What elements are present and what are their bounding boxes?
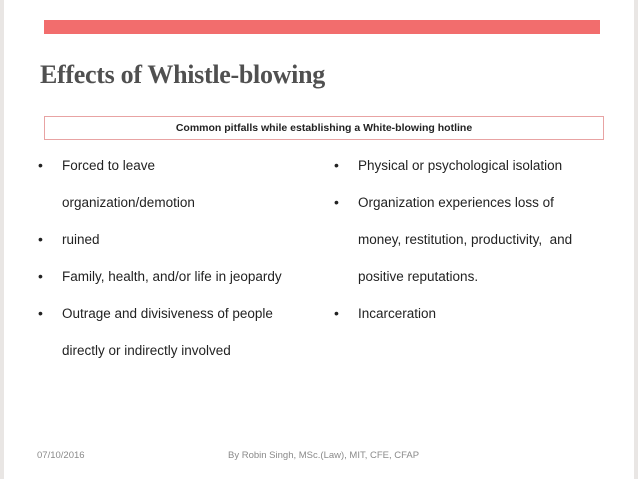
left-bullet-list: [38, 147, 328, 369]
bullet-icon: •: [38, 157, 43, 173]
accent-bar: [44, 20, 600, 34]
list-item-text: [62, 295, 273, 369]
list-item-line: money, restitution, productivity, and: [358, 232, 573, 247]
list-item-line: positive reputations.: [358, 269, 479, 284]
slide: [4, 0, 634, 479]
list-item-line: Physical or psychological isolation: [358, 158, 563, 173]
bullet-icon: •: [334, 194, 339, 210]
list-item-line: ruined: [62, 232, 100, 247]
list-item-text: [62, 221, 100, 258]
list-item: [38, 147, 328, 221]
list-item: [334, 147, 614, 184]
list-item: [38, 295, 328, 369]
subtitle-box: [44, 116, 604, 140]
list-item-line: Forced to leave: [62, 158, 156, 173]
slide-title: Effects of Whistle-blowing: [40, 60, 325, 89]
list-item-text: [358, 147, 562, 184]
bullet-icon: •: [38, 305, 43, 321]
bullet-icon: •: [38, 231, 43, 247]
list-item: [334, 184, 614, 295]
list-item-line: Family, health, and/or life in jeopardy: [62, 269, 282, 284]
footer-date: 07/10/2016: [37, 450, 85, 461]
list-item-text: [358, 295, 436, 332]
list-item-text: [62, 147, 195, 221]
slide-subtitle: Common pitfalls while establishing a White-blowing hotline: [175, 122, 473, 134]
list-item-text: [358, 184, 572, 295]
list-item-line: Organization experiences loss of: [358, 195, 554, 210]
list-item-text: [62, 258, 282, 295]
list-item: [38, 258, 328, 295]
list-item-line: directly or indirectly involved: [62, 343, 231, 358]
list-item-line: Incarceration: [358, 306, 437, 321]
list-item-line: organization/demotion: [62, 195, 195, 210]
bullet-icon: •: [38, 268, 43, 284]
footer-author: By Robin Singh, MSc.(Law), MIT, CFE, CFAP: [228, 450, 420, 461]
bullet-icon: •: [334, 157, 339, 173]
bullet-icon: •: [334, 305, 339, 321]
list-item: [334, 295, 614, 332]
list-item: [38, 221, 328, 258]
right-bullet-list: [334, 147, 614, 332]
list-item-line: Outrage and divisiveness of people: [62, 306, 273, 321]
